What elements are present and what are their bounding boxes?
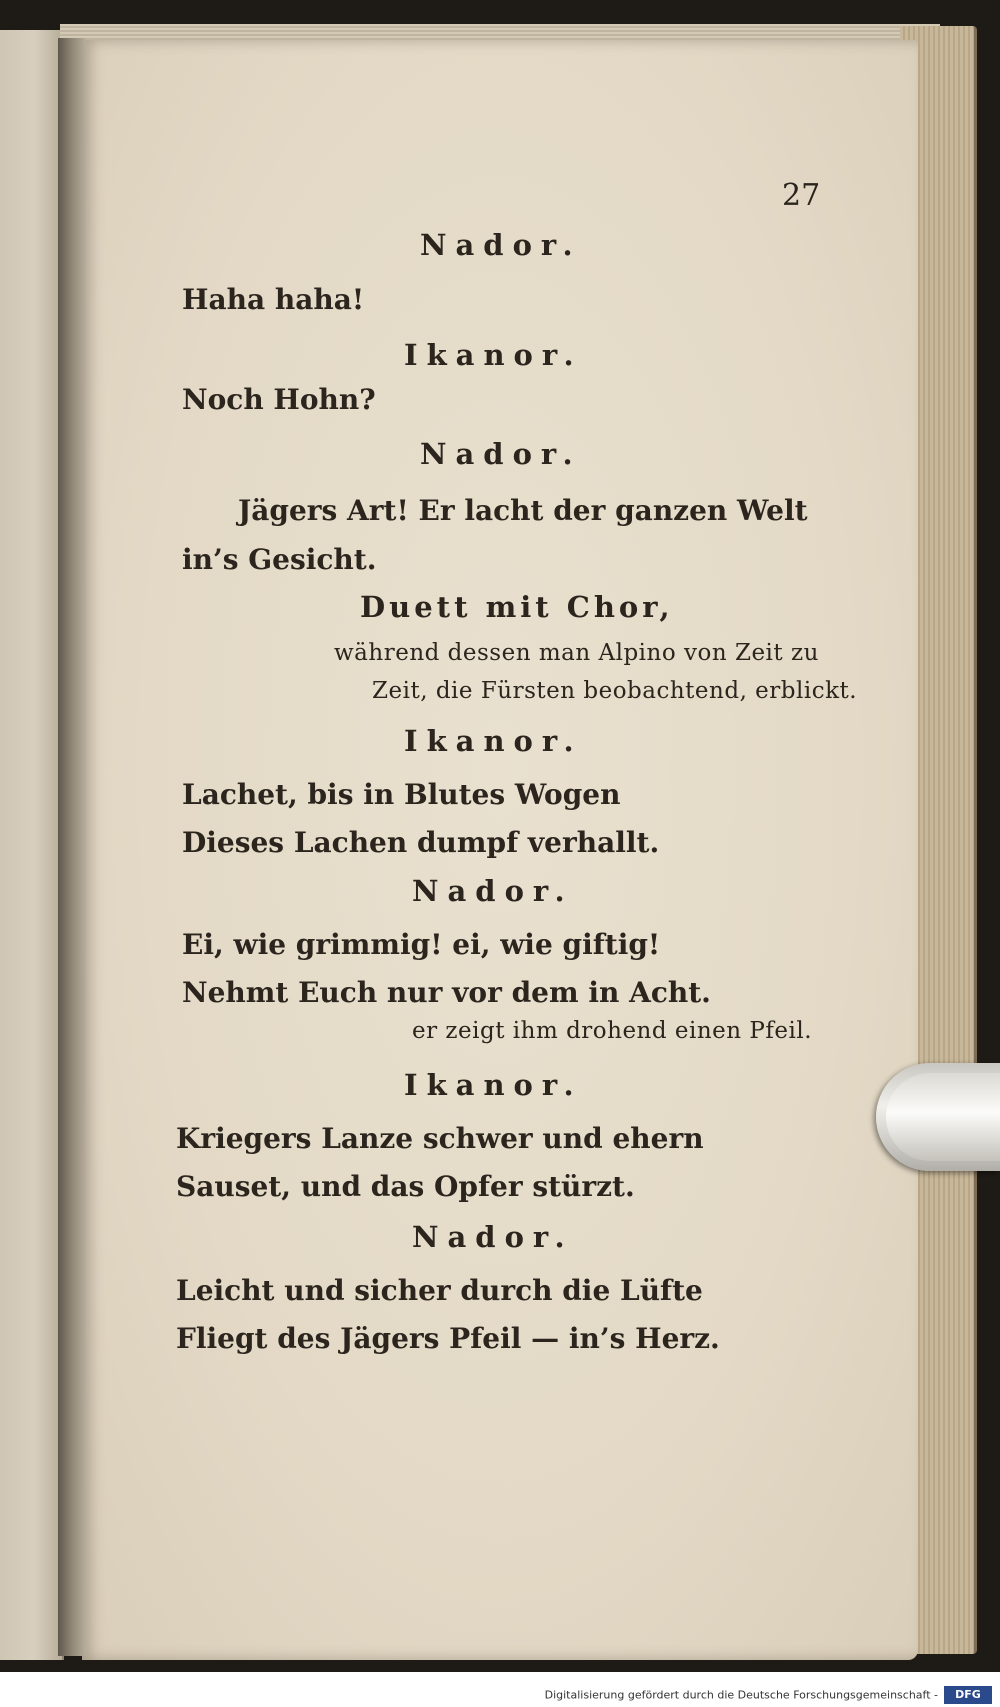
- stage-direction: Zeit, die Fürsten beobachtend, erblickt.: [372, 678, 858, 704]
- previous-page-edge: [0, 30, 64, 1660]
- verse-line: Haha haha!: [182, 283, 365, 316]
- book-gutter: [58, 38, 86, 1656]
- verse-line: Leicht und sicher durch die Lüfte: [176, 1274, 703, 1307]
- speaker-name: Ikanor.: [404, 724, 583, 758]
- speaker-name: Nador.: [412, 874, 574, 908]
- verse-line: Ei, wie grimmig! ei, wie giftig!: [182, 928, 661, 961]
- speaker-name: Ikanor.: [404, 1068, 583, 1102]
- dfg-logo: DFG: [944, 1686, 992, 1704]
- stage-direction: er zeigt ihm drohend einen Pfeil.: [412, 1018, 813, 1044]
- verse-line: in’s Gesicht.: [182, 543, 377, 576]
- speaker-name: Nador.: [420, 228, 582, 262]
- digitization-credit: Digitalisierung gefördert durch die Deutsche Forschungsgemeinschaft -: [544, 1688, 938, 1702]
- section-heading: Duett mit Chor,: [360, 590, 674, 624]
- speaker-name: Nador.: [412, 1220, 574, 1254]
- verse-line: Kriegers Lanze schwer und ehern: [176, 1122, 704, 1155]
- verse-line: Fliegt des Jägers Pfeil — in’s Herz.: [176, 1322, 720, 1355]
- verse-line: Sauset, und das Opfer stürzt.: [176, 1170, 635, 1203]
- verse-line: Nehmt Euch nur vor dem in Acht.: [182, 976, 711, 1009]
- stage-direction: während dessen man Alpino von Zeit zu: [334, 640, 819, 666]
- speaker-name: Nador.: [420, 437, 582, 471]
- speaker-name: Ikanor.: [404, 338, 583, 372]
- bookmark-clip: [876, 1063, 1000, 1171]
- verse-line: Dieses Lachen dumpf verhallt.: [182, 826, 660, 859]
- verse-line: Jägers Art! Er lacht der ganzen Welt: [238, 494, 808, 527]
- verse-line: Noch Hohn?: [182, 383, 376, 416]
- page-number: 27: [782, 178, 821, 213]
- verse-line: Lachet, bis in Blutes Wogen: [182, 778, 621, 811]
